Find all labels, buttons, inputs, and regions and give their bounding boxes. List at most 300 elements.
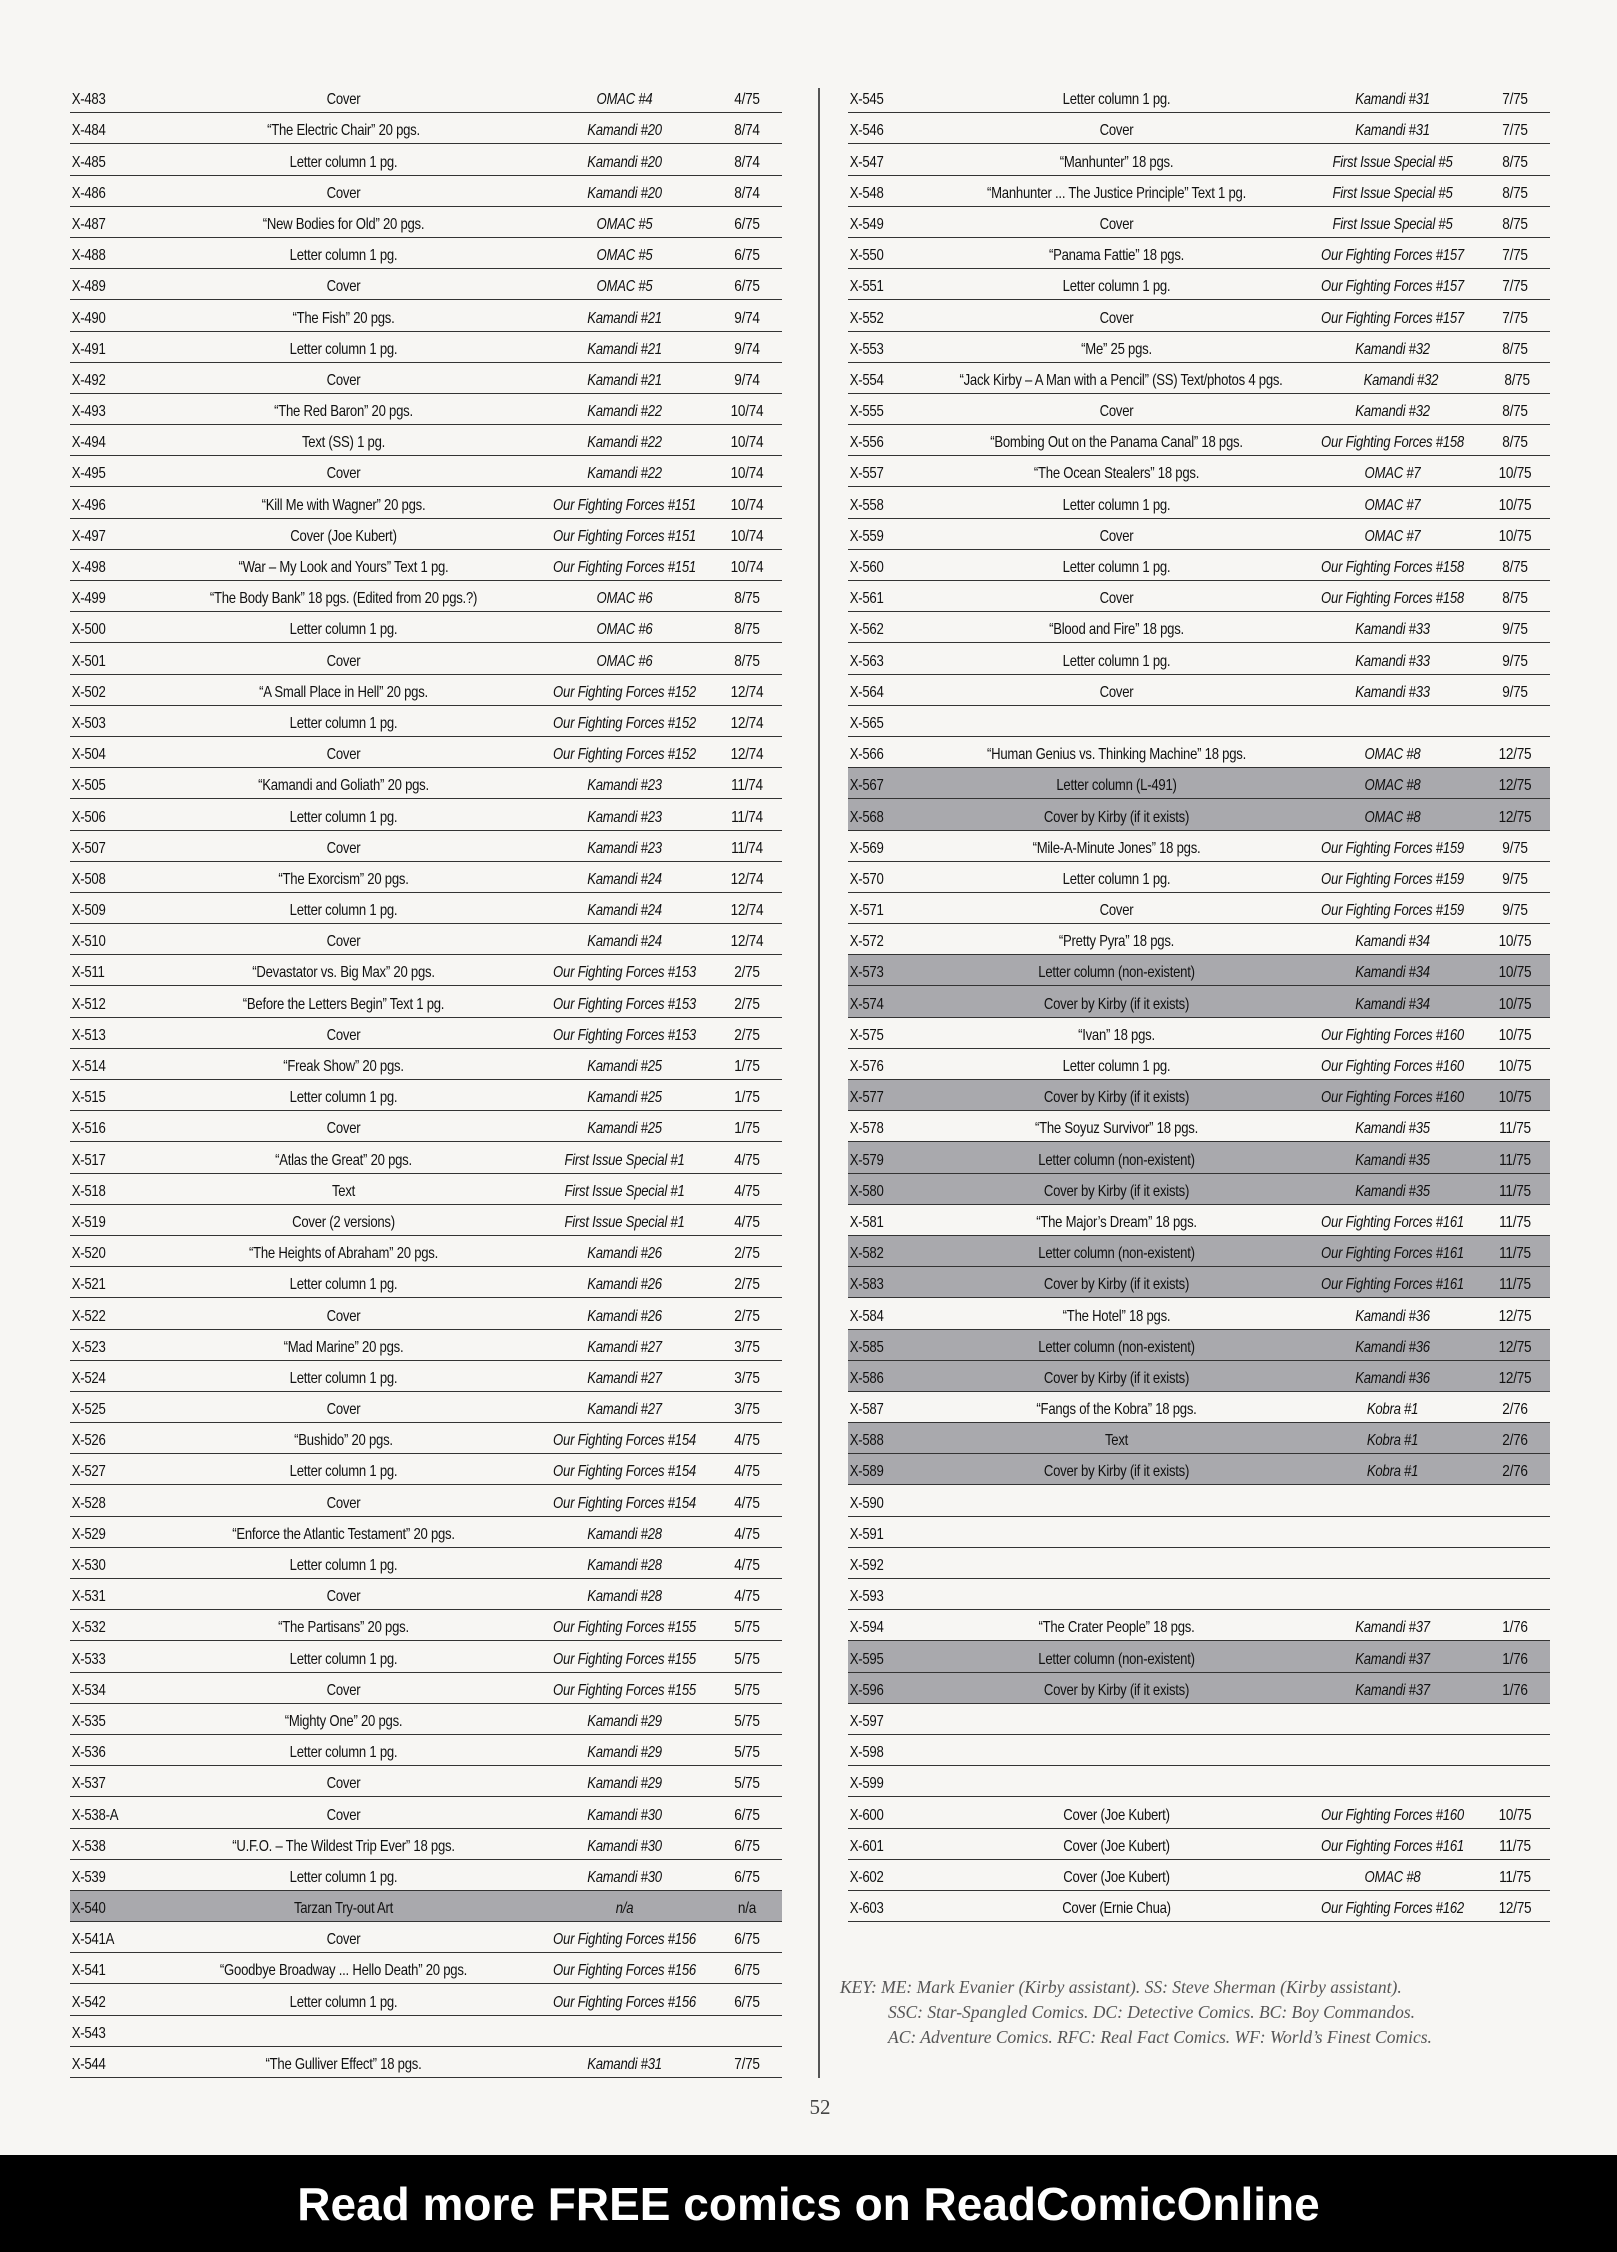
table-row: [70, 1860, 782, 1891]
table-row: [70, 207, 782, 238]
job-number: X-575: [849, 1026, 884, 1044]
cover-date: 4/75: [734, 1151, 760, 1169]
job-number: X-576: [849, 1058, 884, 1075]
job-number: X-505: [71, 777, 106, 795]
job-number: X-590: [849, 1494, 884, 1512]
job-number: X-589: [849, 1463, 884, 1481]
table-row: [70, 519, 782, 550]
cover-date: 9/74: [734, 309, 760, 327]
table-row: [848, 1236, 1550, 1267]
issue-name: Our Fighting Forces #152: [553, 714, 696, 732]
job-title: “Atlas the Great” 20 pgs.: [275, 1151, 412, 1169]
job-title: Letter column 1 pg.: [1062, 652, 1171, 670]
table-row: [848, 144, 1550, 175]
job-title: “The Hotel” 18 pgs.: [1062, 1307, 1171, 1325]
cover-date: 12/74: [730, 933, 764, 951]
cover-date: 12/75: [1498, 746, 1532, 764]
job-number: X-500: [71, 621, 106, 639]
issue-name: OMAC #7: [1364, 465, 1421, 483]
table-row: [848, 1610, 1550, 1641]
cover-date: 8/74: [734, 153, 760, 171]
table-row: [848, 332, 1550, 363]
job-number: X-530: [71, 1557, 106, 1574]
job-number: X-591: [849, 1525, 884, 1543]
cover-date: 9/75: [1502, 652, 1528, 670]
table-row: [70, 675, 782, 706]
job-title: “Before the Letters Begin” Text 1 pg.: [242, 995, 445, 1013]
table-row: [848, 1797, 1550, 1828]
table-row: [70, 1704, 782, 1735]
cover-date: 9/75: [1502, 839, 1528, 857]
job-number: X-554: [849, 371, 884, 389]
cover-date: 2/76: [1502, 1401, 1528, 1419]
job-title: “U.F.O. – The Wildest Trip Ever” 18 pgs.: [232, 1837, 455, 1855]
issue-name: Kamandi #30: [587, 1868, 662, 1886]
table-row: [848, 363, 1550, 394]
table-row: [848, 425, 1550, 456]
promo-banner[interactable]: Read more FREE comics on ReadComicOnline: [0, 2155, 1617, 2252]
issue-name: OMAC #8: [1364, 1868, 1421, 1886]
job-number: X-567: [849, 777, 884, 795]
issue-name: Kamandi #24: [587, 870, 662, 888]
cover-date: 8/75: [1502, 215, 1528, 233]
job-number: X-569: [849, 839, 884, 857]
job-title: Cover: [326, 1120, 361, 1138]
job-number: X-538-A: [71, 1806, 119, 1824]
table-row: [848, 1361, 1550, 1392]
cover-date: 11/74: [731, 839, 763, 857]
table-row: [70, 1673, 782, 1704]
job-number: X-535: [71, 1712, 106, 1730]
table-row: [848, 737, 1550, 768]
job-title: Cover (2 versions): [292, 1213, 395, 1231]
table-row: [70, 144, 782, 175]
cover-date: 10/75: [1498, 496, 1532, 514]
cover-date: 1/75: [734, 1089, 760, 1107]
job-number: X-583: [849, 1276, 884, 1294]
cover-date: 2/75: [734, 1307, 760, 1325]
issue-name: Kamandi #31: [1355, 122, 1430, 140]
table-row: [70, 1579, 782, 1610]
job-number: X-495: [71, 465, 106, 483]
issue-name: Our Fighting Forces #160: [1321, 1058, 1464, 1075]
issue-name: Our Fighting Forces #161: [1321, 1213, 1464, 1231]
page-number: 52: [809, 2095, 831, 2119]
issue-name: Our Fighting Forces #162: [1321, 1900, 1464, 1918]
job-title: Letter column 1 pg.: [289, 340, 398, 358]
job-number: X-514: [71, 1058, 106, 1075]
cover-date: 1/76: [1502, 1681, 1528, 1699]
cover-date: 1/76: [1502, 1619, 1528, 1637]
table-row: [848, 1829, 1550, 1860]
table-row: [70, 1610, 782, 1641]
issue-name: Kamandi #28: [587, 1557, 662, 1574]
table-row: [848, 1018, 1550, 1049]
job-number: X-595: [849, 1650, 884, 1668]
job-title: Cover (Ernie Chua): [1062, 1900, 1171, 1918]
job-title: “Kamandi and Goliath” 20 pgs.: [258, 777, 429, 795]
issue-name: Kamandi #23: [587, 808, 662, 826]
cover-date: 10/75: [1498, 964, 1532, 982]
issue-name: Kamandi #31: [587, 2056, 662, 2073]
job-number: X-489: [71, 278, 106, 296]
issue-name: Kamandi #30: [587, 1837, 662, 1855]
job-number: X-545: [849, 91, 884, 109]
issue-name: Our Fighting Forces #157: [1321, 278, 1464, 296]
issue-name: Kamandi #29: [587, 1712, 662, 1730]
table-row: [848, 831, 1550, 862]
issue-name: First Issue Special #5: [1332, 153, 1453, 171]
job-number: X-490: [71, 309, 106, 327]
job-title: Cover by Kirby (if it exists): [1043, 808, 1190, 826]
job-number: X-565: [849, 714, 884, 732]
issue-name: Kamandi #30: [587, 1806, 662, 1824]
job-number: X-548: [849, 184, 884, 202]
column-divider: [818, 88, 820, 2078]
job-number: X-513: [71, 1026, 106, 1044]
job-number: X-493: [71, 403, 106, 421]
table-row: [848, 612, 1550, 643]
table-row: [70, 394, 782, 425]
job-title: “Blood and Fire” 18 pgs.: [1049, 621, 1184, 639]
cover-date: 6/75: [734, 215, 760, 233]
cover-date: 8/75: [734, 652, 760, 670]
issue-name: Our Fighting Forces #156: [553, 1962, 696, 1980]
table-row: [70, 799, 782, 830]
job-title: Cover: [1099, 902, 1134, 920]
cover-date: 3/75: [734, 1401, 760, 1419]
table-row: [70, 737, 782, 768]
cover-date: 8/75: [1502, 559, 1528, 576]
cover-date: 5/75: [734, 1650, 760, 1668]
issue-name: OMAC #5: [596, 278, 653, 296]
cover-date: 6/75: [734, 1993, 760, 2011]
cover-date: 5/75: [734, 1681, 760, 1699]
cover-date: 11/75: [1499, 1837, 1531, 1855]
job-title: “Bushido” 20 pgs.: [294, 1432, 393, 1450]
issue-name: Kamandi #22: [587, 403, 662, 421]
table-row: [70, 1080, 782, 1111]
table-row: [848, 269, 1550, 300]
cover-date: 1/76: [1502, 1650, 1528, 1668]
issue-name: Our Fighting Forces #153: [553, 964, 696, 982]
job-title: Cover: [1099, 309, 1134, 327]
job-title: “The Soyuz Survivor” 18 pgs.: [1034, 1120, 1199, 1138]
table-row: [848, 300, 1550, 331]
cover-date: 3/75: [734, 1338, 760, 1356]
cover-date: 10/75: [1498, 1089, 1532, 1107]
job-title: Letter column 1 pg.: [1062, 870, 1171, 888]
table-row: [848, 1392, 1550, 1423]
job-number: X-547: [849, 153, 884, 171]
job-title: Cover: [326, 839, 361, 857]
issue-name: Our Fighting Forces #161: [1321, 1837, 1464, 1855]
table-row: [848, 1330, 1550, 1361]
table-row: [70, 581, 782, 612]
cover-date: 8/75: [1502, 434, 1528, 452]
cover-date: n/a: [737, 1900, 757, 1918]
issue-name: First Issue Special #1: [564, 1213, 685, 1231]
issue-name: Our Fighting Forces #158: [1321, 590, 1464, 608]
job-title: Letter column (non-existent): [1038, 1245, 1195, 1263]
cover-date: 8/75: [734, 621, 760, 639]
issue-name: Kamandi #34: [1355, 964, 1430, 982]
job-number: X-601: [849, 1837, 884, 1855]
issue-name: Kamandi #33: [1355, 683, 1430, 701]
job-title: “Panama Fattie” 18 pgs.: [1048, 247, 1185, 265]
job-number: X-529: [71, 1525, 106, 1543]
issue-name: Kamandi #20: [587, 184, 662, 202]
cover-date: 4/75: [734, 1525, 760, 1543]
cover-date: 12/75: [1498, 1307, 1532, 1325]
job-title: Cover: [326, 1494, 361, 1512]
cover-date: 10/75: [1498, 995, 1532, 1013]
cover-date: 9/74: [734, 340, 760, 358]
job-title: Cover by Kirby (if it exists): [1043, 1369, 1190, 1387]
issue-name: Our Fighting Forces #151: [553, 496, 696, 514]
table-row: [848, 643, 1550, 674]
cover-date: 5/75: [734, 1712, 760, 1730]
table-row: [70, 1517, 782, 1548]
issue-name: Our Fighting Forces #154: [553, 1463, 696, 1481]
issue-name: OMAC #6: [596, 621, 653, 639]
job-number: X-498: [71, 559, 106, 576]
job-title: Cover by Kirby (if it exists): [1043, 1182, 1190, 1200]
job-number: X-564: [849, 683, 884, 701]
table-row: [848, 955, 1550, 986]
job-number: X-557: [849, 465, 884, 483]
issue-name: Kamandi #34: [1355, 995, 1430, 1013]
job-number: X-507: [71, 839, 106, 857]
table-row: [848, 456, 1550, 487]
job-title: Letter column 1 pg.: [289, 1650, 398, 1668]
cover-date: 4/75: [734, 1182, 760, 1200]
table-row: [848, 394, 1550, 425]
issue-name: Kamandi #22: [587, 465, 662, 483]
key-line-1: KEY: ME: Mark Evanier (Kirby assistant). SS: Steve Sherman (Kirby assistant).: [840, 1977, 1402, 1997]
job-number: X-543: [71, 2024, 106, 2042]
issue-name: Kobra #1: [1366, 1463, 1419, 1481]
issue-name: Kamandi #27: [587, 1369, 662, 1387]
issue-name: Our Fighting Forces #160: [1321, 1026, 1464, 1044]
cover-date: 10/75: [1498, 1058, 1532, 1075]
job-number: X-540: [71, 1900, 106, 1918]
cover-date: 8/75: [1502, 590, 1528, 608]
issue-name: Kamandi #36: [1355, 1307, 1430, 1325]
table-row: [848, 1142, 1550, 1173]
job-title: “Ivan” 18 pgs.: [1078, 1026, 1155, 1044]
issue-name: Our Fighting Forces #152: [553, 683, 696, 701]
cover-date: 8/75: [1502, 184, 1528, 202]
job-title: Cover by Kirby (if it exists): [1043, 1681, 1190, 1699]
cover-date: 11/75: [1499, 1120, 1531, 1138]
job-number: X-491: [71, 340, 106, 358]
job-number: X-520: [71, 1245, 106, 1263]
job-number: X-568: [849, 808, 884, 826]
table-row: [70, 550, 782, 581]
issue-name: Kamandi #35: [1355, 1182, 1430, 1200]
job-title: Letter column 1 pg.: [289, 1276, 398, 1294]
cover-date: 10/74: [730, 496, 764, 514]
issue-name: OMAC #7: [1364, 527, 1421, 545]
job-title: “Freak Show” 20 pgs.: [283, 1058, 404, 1075]
table-row: [70, 456, 782, 487]
cover-date: 7/75: [1502, 122, 1528, 140]
issue-name: Kamandi #26: [587, 1276, 662, 1294]
job-title: “The Gulliver Effect” 18 pgs.: [265, 2056, 422, 2073]
job-title: Cover: [326, 1931, 361, 1949]
table-row: [70, 487, 782, 518]
issue-name: Our Fighting Forces #155: [553, 1619, 696, 1637]
issue-name: Our Fighting Forces #158: [1321, 559, 1464, 576]
job-number: X-502: [71, 683, 106, 701]
table-row: [70, 1018, 782, 1049]
job-number: X-602: [849, 1868, 884, 1886]
issue-name: OMAC #5: [596, 247, 653, 265]
cover-date: 3/75: [734, 1369, 760, 1387]
cover-date: 11/75: [1499, 1276, 1531, 1294]
table-row: [70, 1829, 782, 1860]
job-number: X-541: [71, 1962, 106, 1980]
cover-date: 11/74: [731, 777, 763, 795]
job-number: X-580: [849, 1182, 884, 1200]
job-number: X-587: [849, 1401, 884, 1419]
job-title: Cover: [326, 1307, 361, 1325]
cover-date: 4/75: [734, 1432, 760, 1450]
cover-date: 12/74: [730, 902, 764, 920]
job-number: X-526: [71, 1432, 106, 1450]
table-row: [70, 1485, 782, 1516]
cover-date: 12/74: [730, 683, 764, 701]
issue-name: Our Fighting Forces #161: [1321, 1245, 1464, 1263]
job-number: X-558: [849, 496, 884, 514]
table-row: [848, 487, 1550, 518]
job-title: Cover by Kirby (if it exists): [1043, 1276, 1190, 1294]
job-title: “The Body Bank” 18 pgs. (Edited from 20 pgs.?): [209, 590, 478, 608]
issue-name: Our Fighting Forces #155: [553, 1650, 696, 1668]
job-number: X-537: [71, 1775, 106, 1793]
job-title: Cover: [1099, 403, 1134, 421]
job-number: X-536: [71, 1744, 106, 1762]
table-row: [848, 1641, 1550, 1672]
cover-date: 9/74: [734, 371, 760, 389]
cover-date: 2/76: [1502, 1463, 1528, 1481]
issue-name: Kamandi #37: [1355, 1619, 1430, 1637]
job-title: “A Small Place in Hell” 20 pgs.: [259, 683, 428, 701]
cover-date: 12/75: [1498, 1900, 1532, 1918]
job-title: “Kill Me with Wagner” 20 pgs.: [261, 496, 426, 514]
job-number: X-555: [849, 403, 884, 421]
table-row: [70, 1548, 782, 1579]
table-row: [848, 1548, 1550, 1579]
job-number: X-484: [71, 122, 106, 140]
table-row: [848, 1111, 1550, 1142]
job-title: Cover by Kirby (if it exists): [1043, 1089, 1190, 1107]
issue-name: Kamandi #31: [1355, 91, 1430, 109]
issue-name: Kobra #1: [1366, 1432, 1419, 1450]
issue-name: Our Fighting Forces #159: [1321, 870, 1464, 888]
job-title: Cover: [1099, 122, 1134, 140]
table-row: [848, 768, 1550, 799]
job-number: X-539: [71, 1868, 106, 1886]
job-title: Cover (Joe Kubert): [290, 527, 397, 545]
job-title: Letter column 1 pg.: [289, 714, 398, 732]
issue-name: Kamandi #27: [587, 1338, 662, 1356]
job-number: X-566: [849, 746, 884, 764]
cover-date: 8/75: [1504, 371, 1530, 389]
job-number: X-597: [849, 1712, 884, 1730]
job-title: “Human Genius vs. Thinking Machine” 18 pgs.: [986, 746, 1246, 764]
job-title: Cover: [326, 1806, 361, 1824]
table-row: [70, 1205, 782, 1236]
issue-name: First Issue Special #1: [564, 1151, 685, 1169]
cover-date: 11/75: [1499, 1213, 1531, 1231]
job-title: Tarzan Try-out Art: [293, 1900, 394, 1918]
cover-date: 2/75: [734, 995, 760, 1013]
job-title: Text: [1104, 1432, 1129, 1450]
table-row: [70, 1984, 782, 2015]
job-number: X-571: [849, 902, 884, 920]
table-row: [70, 893, 782, 924]
cover-date: 2/76: [1502, 1432, 1528, 1450]
cover-date: 10/74: [730, 465, 764, 483]
table-row: [70, 1423, 782, 1454]
job-title: Cover: [1099, 527, 1134, 545]
cover-date: 11/75: [1499, 1868, 1531, 1886]
cover-date: 4/75: [734, 1463, 760, 1481]
issue-name: Kamandi #29: [587, 1775, 662, 1793]
cover-date: 12/75: [1498, 777, 1532, 795]
job-title: Cover: [1099, 590, 1134, 608]
issue-name: Our Fighting Forces #156: [553, 1993, 696, 2011]
job-number: X-518: [71, 1182, 106, 1200]
job-title: Letter column 1 pg.: [289, 1463, 398, 1481]
issue-name: Kamandi #34: [1355, 933, 1430, 951]
job-number: X-503: [71, 714, 106, 732]
issue-name: Kamandi #26: [587, 1245, 662, 1263]
key-line-2: SSC: Star-Spangled Comics. DC: Detective Comics. BC: Boy Commandos.: [888, 2002, 1416, 2022]
table-row: [70, 2016, 782, 2047]
table-row: [848, 1080, 1550, 1111]
job-number: X-522: [71, 1307, 106, 1325]
job-number: X-528: [71, 1494, 106, 1512]
job-number: X-511: [71, 964, 105, 982]
issue-name: OMAC #4: [596, 91, 653, 109]
issue-name: Kamandi #23: [587, 839, 662, 857]
issue-name: Kamandi #20: [587, 122, 662, 140]
issue-name: Our Fighting Forces #159: [1321, 839, 1464, 857]
job-title: “The Heights of Abraham” 20 pgs.: [248, 1245, 439, 1263]
job-title: “The Fish” 20 pgs.: [292, 309, 395, 327]
job-number: X-578: [849, 1120, 884, 1138]
job-title: Text: [331, 1182, 356, 1200]
job-number: X-551: [849, 278, 884, 296]
table-row: [70, 862, 782, 893]
job-title: Cover (Joe Kubert): [1063, 1837, 1170, 1855]
job-title: “The Exorcism” 20 pgs.: [278, 870, 409, 888]
cover-date: 9/75: [1502, 902, 1528, 920]
issue-name: First Issue Special #5: [1332, 215, 1453, 233]
job-title: Cover: [326, 371, 361, 389]
job-number: X-586: [849, 1369, 884, 1387]
table-row: [848, 1049, 1550, 1080]
cover-date: 5/75: [734, 1619, 760, 1637]
cover-date: 10/75: [1498, 933, 1532, 951]
job-number: X-600: [849, 1806, 884, 1824]
cover-date: 6/75: [734, 1868, 760, 1886]
job-number: X-582: [849, 1245, 884, 1263]
issue-name: n/a: [615, 1900, 634, 1918]
